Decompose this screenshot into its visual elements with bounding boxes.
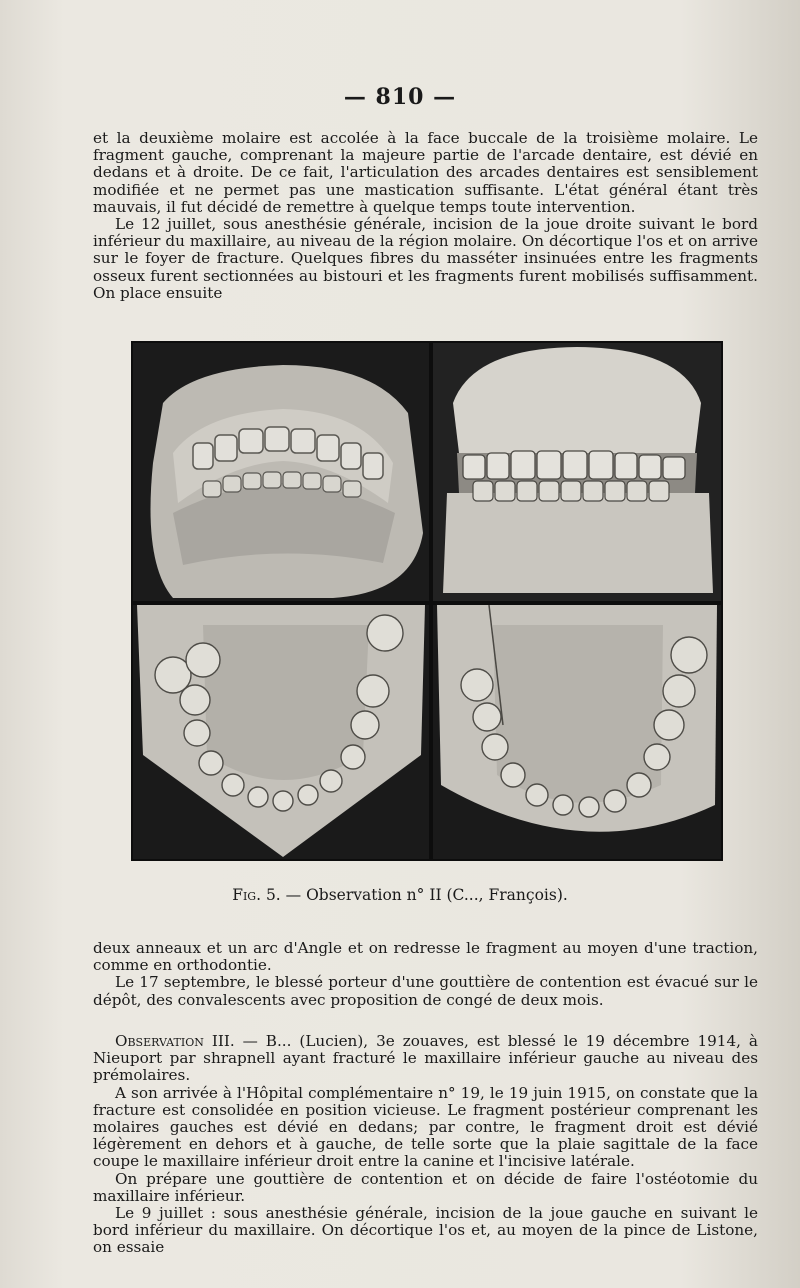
photo-cast-frontal [433,343,721,601]
figure-label: Fig. 5. [232,886,281,904]
top-text-block [93,130,758,302]
observation-label: Observation [115,1032,204,1050]
paragraph: deux anneaux et un arc d'Angle et on redresse le fragment au moyen d'une traction, comme en orthodontie. [93,939,758,975]
photo-cast-front-oblique [133,343,429,601]
paragraph: Le 17 septembre, le blessé porteur d'une gouttière de contention est évacué sur le dépôt, des convalescents avec proposition de congé de deux mois. [93,973,758,1009]
middle-text-block [93,940,758,1009]
paragraph: Le 12 juillet, sous anesthésie générale, incision de la joue droite suivant le bord inférieur du maxillaire, au niveau de la région molaire. On décortique l'os et on arrive sur le foyer de fracture. Quelques fibres du masséter insinuées entre les fragments osseux furent sectionnées au bistouri et les fragments furent mobilisés suffisamment. On place ensuite [93,215,758,302]
observation-text-block [93,1033,758,1257]
figure-dental-casts [131,341,723,861]
paragraph [93,1033,758,1085]
observation-heading-text: III. — B... (Lucien), 3e zouaves, est blessé le 19 décembre 1914, à Nieuport par shrapnell ayant fracturé le maxillaire inférieur gauche au niveau des prémolaires. [93,1032,758,1085]
paragraph: et la deuxième molaire est accolée à la face buccale de la troisième molaire. Le fragment gauche, comprenant la majeure partie de l'arcade dentaire, est dévié en dedans et à droite. De ce fait, l'articulation des arcades dentaires est sensiblement modifiée et ne permet pas une mastication suffisante. L'état général étant très mauvais, il fut décidé de remettre à quelque temps toute intervention. [93,129,758,216]
page-number: — 810 — [343,84,457,110]
figure-caption-text: — Observation n° II (C..., François). [280,886,568,904]
paragraph: A son arrivée à l'Hôpital complémentaire n° 19, le 19 juin 1915, on constate que la fracture est consolidée en position vicieuse. Le fragment postérieur comprenant les molaires gauches est dévié en dedans; par contre, le fragment droit est dévié légèrement en dehors et à gauche, de telle sorte que la plaie sagittale de la face coupe le maxillaire inférieur droit entre la canine et l'incisive latérale. [93,1083,758,1171]
paragraph: Le 9 juillet : sous anesthésie générale, incision de la joue gauche en suivant le bord inférieur du maxillaire. On décortique l'os et, au moyen de la pince de Listone, on essaie [93,1204,758,1257]
paragraph: On prépare une gouttière de contention et on décide de faire l'ostéotomie du maxillaire inférieur. [93,1169,758,1205]
photo-cast-occlusal-right [433,605,721,859]
figure-caption [0,886,800,904]
photo-cast-occlusal-left [133,605,429,859]
